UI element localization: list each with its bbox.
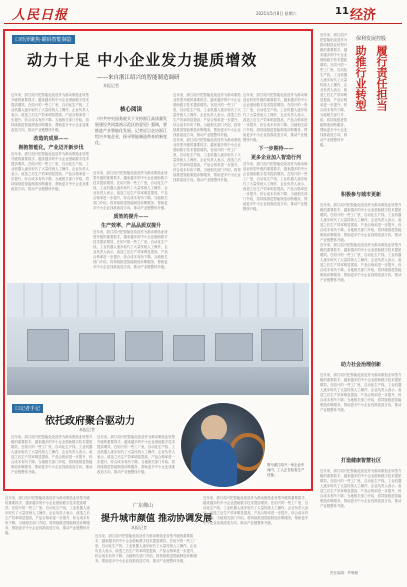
body-text: 近年来，浙江绍兴把智能化改造作为推动制造业转型升级的重要抓手，越来越多的中小企业借助数字技术提质增效。在绍兴的一些工厂里，自动化生产线、工业机器人逐步取代了大量传统人工操作，企业负责人表示，改造之后生产效率明显提高，产品合格率进一步提升，综合成本有所下降。当地相关部门介绍，将持续推进智能制造诊断服务，帮助更多中小企业找准改造方向，推动产业链整体升级。 (243, 162, 308, 211)
body-text: 近年来，浙江绍兴把智能化改造作为推动制造业转型升级的重要抓手，越来越多的中小企业借助数字技术提质增效。在绍兴的一些工厂里，自动化生产线、工业机器人逐步取代了大量传统人工操作，企业负责人表示，改造之后生产效率明显提高，产品合格率进一步提升，综合成本有所下降。当地相关部门介绍，将持续推进智能制造诊断服务，帮助更多中小企业找准改造方向，推动产业链整体升级。 (320, 373, 402, 412)
article-column-2 (93, 171, 169, 279)
right-column-article[interactable] (318, 29, 404, 549)
page-footer: 责任编辑：罗珊珊 (330, 571, 358, 575)
commentary-title: 依托政府聚合驱动力 (45, 416, 135, 427)
factory-ceiling (7, 283, 309, 317)
commentary-kicker: 口记者手记 (12, 404, 43, 413)
body-text: 近年来，浙江绍兴把智能化改造作为推动制造业转型升级的重要抓手，越来越多的中小企业借助数字技术提质增效。在绍兴的一些工厂里，自动化生产线、工业机器人逐步取代了大量传统人工操作，企业负责人表示，改造之后生产效率明显提高，产品合格率进一步提升，综合成本有所下降。当地相关部门介绍，将持续推进智能制造诊断服务，帮助更多中小企业找准改造方向，推动产业链整体升级。 (5, 496, 90, 535)
factory-photo (7, 283, 309, 395)
bottom-headline: 提升城市颜值 推动协调发展 (101, 514, 213, 524)
worker-inset-photo (179, 401, 267, 489)
main-subhead: ——来自浙江绍兴的智能制造调研 (97, 75, 180, 81)
body-text: 近年来，浙江绍兴把智能化改造作为推动制造业转型升级的重要抓手，越来越多的中小企业借助数字技术提质增效。在绍兴的一些工厂里，自动化生产线、工业机器人逐步取代了大量传统人工操作，企业负责人表示，改造之后生产效率明显提高，产品合格率进一步提升，综合成本有所下降。当地相关部门介绍，将持续推进智能制造诊断服务，帮助更多中小企业找准改造方向，推动产业链整体升级。 (203, 496, 309, 525)
body-text: 近年来，浙江绍兴把智能化改造作为推动制造业转型升级的重要抓手，越来越多的中小企业借助数字技术提质增效。在绍兴的一些工厂里，自动化生产线、工业机器人逐步取代了大量传统人工操作，企业负责人表示，改造之后生产效率明显提高，产品合格率进一步提升，综合成本有所下降。当地相关部门介绍，将持续推进智能制造诊断服务，帮助更多中小企业找准改造方向，推动产业链整体升级。 (11, 435, 93, 474)
section-heading: 更多企业加入智造行列 (250, 155, 301, 161)
right-subhead: 助力社会治理创新 (340, 362, 381, 368)
body-text: 近年来，浙江绍兴把智能化改造作为推动制造业转型升级的重要抓手，越来越多的中小企业借助数字技术提质增效。在绍兴的一些工厂里，自动化生产线、工业机器人逐步取代了大量传统人工操作，企业负责人表示，改造之后生产效率明显提高，产品合格率进一步提升，综合成本有所下降。当地相关部门介绍，将持续推进智能制造诊断服务，帮助更多中小企业找准改造方向，推动产业链整体升级。 (93, 171, 168, 210)
right-subhead: 积极参与城市更新 (340, 192, 381, 198)
section-heading: 生产效率、产品品质双提升 (100, 223, 161, 229)
body-text: 近年来，浙江绍兴把智能化改造作为推动制造业转型升级的重要抓手，越来越多的中小企业借助数字技术提质增效。在绍兴的一些工厂里，自动化生产线、工业机器人逐步取代了大量传统人工操作，企业负责人表示，改造之后生产效率明显提高，产品合格率进一步提升，综合成本有所下降。当地相关部门介绍，将持续推进智能制造诊断服务，帮助更多中小企业找准改造方向，推动产业链整体升级。 (97, 435, 175, 474)
article-column-4 (243, 93, 309, 279)
machine-shape (261, 329, 303, 361)
body-text: 近年来，浙江绍兴把智能化改造作为推动制造业转型升级的重要抓手，越来越多的中小企业借助数字技术提质增效。在绍兴的一些工厂里，自动化生产线、工业机器人逐步取代了大量传统人工操作，企业负责人表示，改造之后生产效率明显提高，产品合格率进一步提升，综合成本有所下降。当地相关部门介绍，将持续推进智能制造诊断服务，帮助更多中小企业找准改造方向，推动产业链整体升级。 (93, 230, 168, 269)
section-heading: 拥抱智能化，产业迈开新步伐 (18, 145, 84, 151)
machine-shape (27, 329, 69, 361)
article-column-3 (173, 93, 241, 279)
right-subhead-wrap-3 (320, 455, 402, 467)
masthead (4, 3, 402, 24)
section-title: 经济 (350, 8, 377, 23)
bottom-middle-column (95, 534, 199, 582)
machine-shape (173, 335, 205, 361)
bottom-byline: 本报记者 (131, 525, 147, 530)
right-text-2 (320, 373, 402, 449)
body-text: 近年来，浙江绍兴把智能化改造作为推动制造业转型升级的重要抓手，越来越多的中小企业借助数字技术提质增效。在绍兴的一些工厂里，自动化生产线、工业机器人逐步取代了大量传统人工操作，企业负责人表示，改造之后生产效率明显提高，产品合格率进一步提升，综合成本有所下降。当地相关部门介绍，将持续推进智能制造诊断服务，帮助更多中小企业找准改造方向，推动产业链整体升级。 (320, 203, 402, 242)
section-heading: 改造的成果—— (33, 136, 69, 142)
body-text: 近年来，浙江绍兴把智能化改造作为推动制造业转型升级的重要抓手，越来越多的中小企业借助数字技术提质增效。在绍兴的一些工厂里，自动化生产线、工业机器人逐步取代了大量传统人工操作，企业负责人表示，改造之后生产效率明显提高，产品合格率进一步提升，综合成本有所下降。当地相关部门介绍，将持续推进智能制造诊断服务，帮助更多中小企业找准改造方向，推动产业链整体升级。 (173, 93, 241, 137)
right-intro-column (320, 33, 350, 183)
newspaper-logo: 人民日报 (12, 8, 69, 23)
photo-caption: 图为浙江绍兴一家企业车间内，工人正在检查生产设备。 (267, 463, 305, 477)
machine-shape (79, 333, 115, 361)
bottom-kicker: 广东佛山 (133, 503, 154, 509)
right-subhead: 打造健康智慧社区 (340, 458, 381, 464)
main-headline: 动力十足 中小企业发力提质增效 (27, 51, 258, 69)
main-byline: 本报记者 (103, 83, 119, 88)
page-number: 11 (335, 6, 349, 17)
factory-floor (7, 367, 309, 395)
main-article-block[interactable] (3, 29, 313, 491)
commentary-column-2 (97, 435, 175, 487)
right-text-3 (320, 469, 402, 565)
main-kicker: 口经济聚焦·瞄码智能制造 (12, 35, 75, 44)
body-text: 近年来，浙江绍兴把智能化改造作为推动制造业转型升级的重要抓手，越来越多的中小企业借助数字技术提质增效。在绍兴的一些工厂里，自动化生产线、工业机器人逐步取代了大量传统人工操作，企业负责人表示，改造之后生产效率明显提高，产品合格率进一步提升，综合成本有所下降。当地相关部门介绍，将持续推进智能制造诊断服务，帮助更多中小企业找准改造方向，推动产业链整体升级。 (320, 243, 402, 282)
right-subhead-wrap-1 (320, 189, 402, 201)
body-text: 近年来，浙江绍兴把智能化改造作为推动制造业转型升级的重要抓手，越来越多的中小企业借助数字技术提质增效。在绍兴的一些工厂里，自动化生产线、工业机器人逐步取代了大量传统人工操作，企业负责人表示，改造之后生产效率明显提高，产品合格率进一步提升，综合成本有所下降。当地相关部门介绍，将持续推进智能制造诊断服务，帮助更多中小企业找准改造方向，推动产业链整体升级。 (320, 469, 402, 508)
body-text: 近年来，浙江绍兴把智能化改造作为推动制造业转型升级的重要抓手，越来越多的中小企业借助数字技术提质增效。在绍兴的一些工厂里，自动化生产线、工业机器人逐步取代了大量传统人工操作，企业负责人表示，改造之后生产效率明显提高，产品合格率进一步提升，综合成本有所下降。当地相关部门介绍，将持续推进智能制造诊断服务，帮助更多中小企业找准改造方向，推动产业链整体升级。 (173, 138, 241, 182)
pull-quote (95, 105, 167, 167)
body-text: 近年来，浙江绍兴把智能化改造作为推动制造业转型升级的重要抓手，越来越多的中小企业借助数字技术提质增效。在绍兴的一些工厂里，自动化生产线、工业机器人逐步取代了大量传统人工操作，企业负责人表示，改造之后生产效率明显提高，产品合格率进一步提升，综合成本有所下降。当地相关部门介绍，将持续推进智能制造诊断服务，帮助更多中小企业找准改造方向，推动产业链整体升级。 (11, 152, 89, 191)
commentary-column-1 (11, 435, 93, 487)
bottom-right-column (203, 496, 309, 582)
pull-quote-title: 核心阅读 (119, 107, 142, 113)
right-subhead-wrap-2 (320, 359, 402, 371)
body-text: 近年来，浙江绍兴把智能化改造作为推动制造业转型升级的重要抓手，越来越多的中小企业借助数字技术提质增效。在绍兴的一些工厂里，自动化生产线、工业机器人逐步取代了大量传统人工操作，企业负责人表示，改造之后生产效率明显提高，产品合格率进一步提升，综合成本有所下降。当地相关部门介绍，将持续推进智能制造诊断服务，帮助更多中小企业找准改造方向，推动产业链整体升级。 (11, 93, 89, 132)
worker-body (191, 439, 237, 487)
right-title-line-2: 助推行业转型 (354, 45, 367, 111)
body-text: 近年来，浙江绍兴把智能化改造作为推动制造业转型升级的重要抓手，越来越多的中小企业借助数字技术提质增效。在绍兴的一些工厂里，自动化生产线、工业机器人逐步取代了大量传统人工操作，企业负责人表示，改造之后生产效率明显提高，产品合格率进一步提升，综合成本有所下降。当地相关部门介绍，将持续推进智能制造诊断服务，帮助更多中小企业找准改造方向，推动产业链整体升级。 (320, 33, 348, 147)
article-column-1 (11, 93, 91, 279)
right-title-line-1: 履行责任担当 (375, 45, 388, 111)
right-text-1 (320, 203, 402, 353)
body-text: 近年来，浙江绍兴把智能化改造作为推动制造业转型升级的重要抓手，越来越多的中小企业借助数字技术提质增效。在绍兴的一些工厂里，自动化生产线、工业机器人逐步取代了大量传统人工操作，企业负责人表示，改造之后生产效率明显提高，产品合格率进一步提升，综合成本有所下降。当地相关部门介绍，将持续推进智能制造诊断服务，帮助更多中小企业找准改造方向，推动产业链整体升级。 (243, 93, 308, 142)
worker-head (201, 415, 227, 441)
commentary-byline: 本报记者 (79, 427, 95, 432)
section-heading: 下一步期待—— (258, 146, 294, 152)
right-kicker: 保利发展控股 (356, 36, 387, 42)
machine-shape (215, 333, 253, 361)
section-heading: 质效的提升—— (113, 214, 149, 220)
bottom-left-column (5, 496, 91, 582)
body-text: 近年来，浙江绍兴把智能化改造作为推动制造业转型升级的重要抓手，越来越多的中小企业借助数字技术提质增效。在绍兴的一些工厂里，自动化生产线、工业机器人逐步取代了大量传统人工操作，企业负责人表示，改造之后生产效率明显提高，产品合格率进一步提升，综合成本有所下降。当地相关部门介绍，将持续推进智能制造诊断服务，帮助更多中小企业找准改造方向，推动产业链整体升级。 (95, 534, 197, 563)
dateline: 2021年5月8日 星期六 (256, 11, 297, 16)
machine-shape (125, 331, 163, 361)
bottom-article[interactable] (3, 494, 313, 584)
pull-quote-body: 《中共中央国务院关于支持浙江高质量发展建设共同富裕示范区的意见》强调，要推进产业智能化发展。记者近日走访浙江绍兴多家企业，探寻智能制造带来的新变化。 (95, 116, 167, 145)
